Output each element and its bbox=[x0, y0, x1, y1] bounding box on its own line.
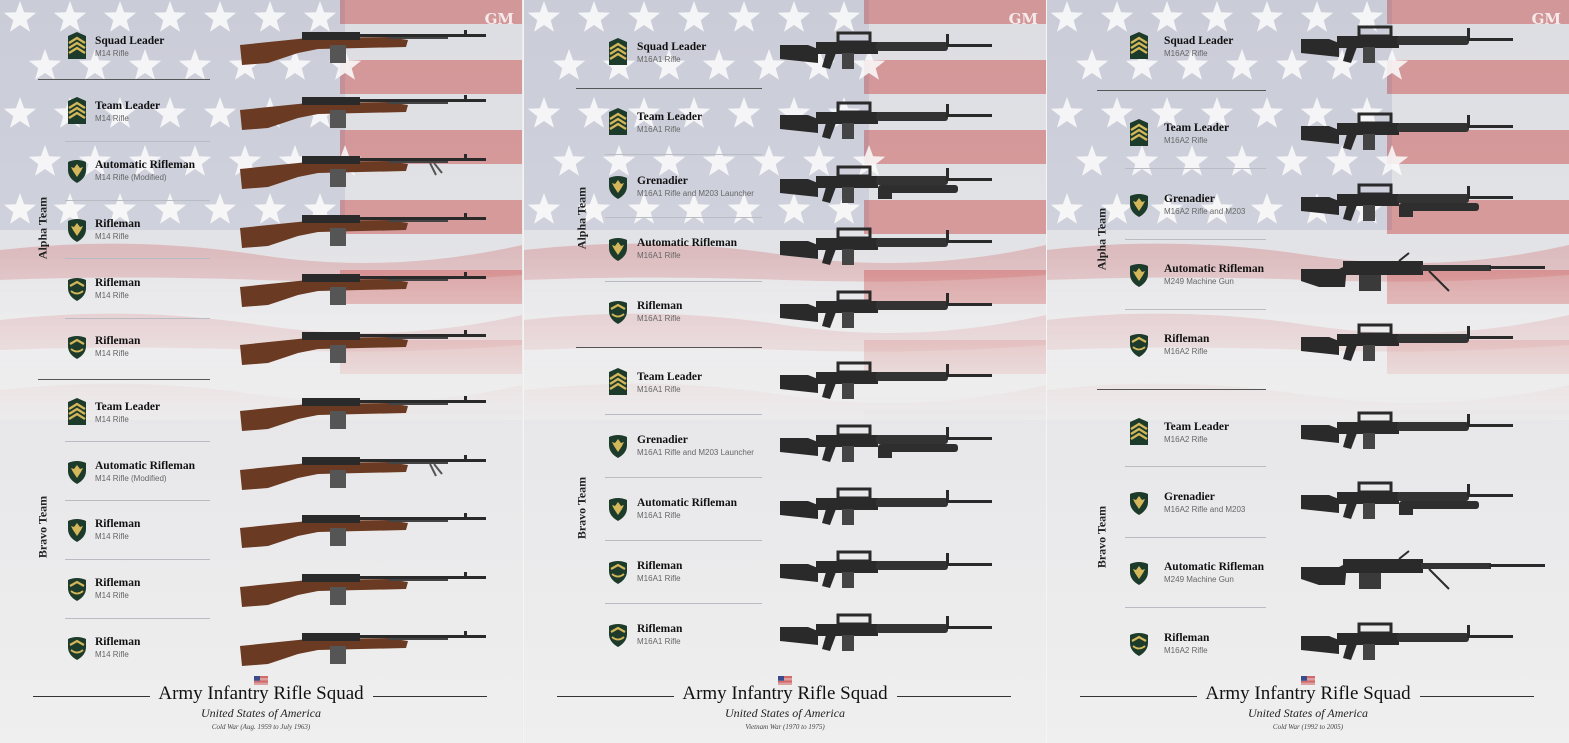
pfc-rank-icon bbox=[67, 332, 87, 360]
member-weapon: M14 Rifle bbox=[95, 415, 129, 424]
watermark-logo: GM bbox=[1008, 10, 1038, 28]
member-weapon: M14 Rifle bbox=[95, 650, 129, 659]
weapon-image-m16 bbox=[1299, 409, 1549, 455]
weapon-image-m16 bbox=[1299, 23, 1549, 69]
row-divider bbox=[1125, 537, 1266, 538]
member-role: Rifleman bbox=[95, 577, 141, 589]
member-role: Team Leader bbox=[95, 100, 161, 112]
member-role: Rifleman bbox=[1164, 632, 1210, 644]
member-weapon: M16A1 Rifle bbox=[637, 385, 681, 394]
weapon-image-m14 bbox=[238, 88, 488, 134]
row-divider bbox=[1125, 168, 1266, 169]
panel-footer bbox=[524, 668, 1046, 743]
weapon-image-m16-m203 bbox=[1299, 181, 1549, 227]
member-weapon: M16A1 Rifle bbox=[637, 637, 681, 646]
team-divider bbox=[1097, 389, 1266, 390]
row-divider bbox=[605, 281, 762, 282]
specialist-rank-icon bbox=[1129, 260, 1149, 288]
row-divider bbox=[605, 603, 762, 604]
row-divider bbox=[65, 200, 210, 201]
row-divider bbox=[1125, 466, 1266, 467]
team-label-bravo: Bravo Team bbox=[574, 476, 589, 540]
member-role: Rifleman bbox=[95, 277, 141, 289]
weapon-image-m14 bbox=[238, 323, 488, 369]
sergeant-chevron-icon bbox=[67, 97, 87, 125]
specialist-rank-icon bbox=[67, 515, 87, 543]
pfc-rank-icon bbox=[1129, 629, 1149, 657]
footer-subtitle: United States of America bbox=[1247, 706, 1369, 720]
weapon-image-m16 bbox=[778, 99, 1028, 145]
weapon-image-m16-m203 bbox=[1299, 479, 1549, 525]
sergeant-chevron-icon bbox=[608, 108, 628, 136]
row-divider bbox=[605, 540, 762, 541]
member-weapon: M16A1 Rifle bbox=[637, 55, 681, 64]
member-weapon: M16A2 Rifle bbox=[1164, 435, 1208, 444]
row-divider bbox=[65, 559, 210, 560]
team-label-alpha: Alpha Team bbox=[1094, 207, 1109, 271]
panel-footer bbox=[0, 668, 522, 743]
squad-panel-1 bbox=[0, 0, 522, 743]
member-weapon: M16A2 Rifle bbox=[1164, 136, 1208, 145]
sergeant-chevron-icon bbox=[608, 368, 628, 396]
member-role: Grenadier bbox=[637, 175, 688, 187]
member-weapon: M14 Rifle bbox=[95, 49, 129, 58]
row-divider bbox=[65, 318, 210, 319]
footer-title: Army Infantry Rifle Squad bbox=[158, 683, 364, 704]
weapon-image-m16 bbox=[1299, 110, 1549, 156]
watermark-logo: GM bbox=[1531, 10, 1561, 28]
member-weapon: M16A2 Rifle bbox=[1164, 646, 1208, 655]
member-role: Team Leader bbox=[1164, 421, 1230, 433]
squad-panel-2 bbox=[523, 0, 1046, 743]
row-divider bbox=[1125, 239, 1266, 240]
weapon-image-m14-bipod bbox=[238, 147, 488, 193]
weapon-image-m16 bbox=[778, 288, 1028, 334]
member-role: Rifleman bbox=[95, 218, 141, 230]
member-role: Rifleman bbox=[1164, 333, 1210, 345]
member-weapon: M16A1 Rifle and M203 Launcher bbox=[637, 448, 754, 457]
member-role: Squad Leader bbox=[637, 41, 707, 53]
pfc-rank-icon bbox=[67, 574, 87, 602]
sergeant-chevron-icon bbox=[1129, 32, 1149, 60]
member-role: Team Leader bbox=[637, 111, 703, 123]
member-role: Team Leader bbox=[637, 371, 703, 383]
member-role: Rifleman bbox=[95, 518, 141, 530]
member-weapon: M14 Rifle bbox=[95, 232, 129, 241]
weapon-image-m16 bbox=[778, 485, 1028, 531]
weapon-image-m14-bipod bbox=[238, 448, 488, 494]
team-label-bravo: Bravo Team bbox=[1094, 505, 1109, 569]
member-weapon: M14 Rifle (Modified) bbox=[95, 474, 167, 483]
member-weapon: M14 Rifle bbox=[95, 114, 129, 123]
us-flag-icon bbox=[254, 672, 268, 681]
sergeant-chevron-icon bbox=[608, 38, 628, 66]
member-weapon: M14 Rifle bbox=[95, 291, 129, 300]
member-role: Automatic Rifleman bbox=[637, 497, 737, 509]
squad-panel-3 bbox=[1046, 0, 1569, 743]
specialist-rank-icon bbox=[67, 215, 87, 243]
team-divider bbox=[38, 379, 210, 380]
member-weapon: M14 Rifle bbox=[95, 591, 129, 600]
sergeant-chevron-icon bbox=[67, 32, 87, 60]
team-divider bbox=[38, 79, 210, 80]
member-role: Grenadier bbox=[1164, 193, 1215, 205]
member-weapon: M16A1 Rifle bbox=[637, 125, 681, 134]
row-divider bbox=[605, 414, 762, 415]
us-flag-icon bbox=[1301, 672, 1315, 681]
team-divider bbox=[576, 347, 762, 348]
team-label-alpha: Alpha Team bbox=[35, 196, 50, 260]
member-weapon: M16A2 Rifle bbox=[1164, 49, 1208, 58]
member-weapon: M16A1 Rifle and M203 Launcher bbox=[637, 189, 754, 198]
row-divider bbox=[65, 141, 210, 142]
member-weapon: M14 Rifle bbox=[95, 532, 129, 541]
pfc-rank-icon bbox=[608, 620, 628, 648]
row-divider bbox=[65, 500, 210, 501]
member-role: Rifleman bbox=[637, 560, 683, 572]
weapon-image-m249 bbox=[1299, 549, 1549, 595]
team-divider bbox=[576, 88, 762, 89]
weapon-image-m249 bbox=[1299, 251, 1549, 297]
weapon-image-m16 bbox=[778, 611, 1028, 657]
row-divider bbox=[605, 217, 762, 218]
member-role: Team Leader bbox=[1164, 122, 1230, 134]
specialist-rank-icon bbox=[1129, 488, 1149, 516]
footer-subtitle: United States of America bbox=[200, 706, 322, 720]
footer-era: Vietnam War (1970 to 1975) bbox=[745, 723, 825, 731]
member-role: Rifleman bbox=[637, 300, 683, 312]
pfc-rank-icon bbox=[608, 557, 628, 585]
weapon-image-m14 bbox=[238, 389, 488, 435]
weapon-image-m16 bbox=[778, 359, 1028, 405]
specialist-rank-icon bbox=[1129, 190, 1149, 218]
member-role: Automatic Rifleman bbox=[95, 460, 195, 472]
specialist-rank-icon bbox=[608, 234, 628, 262]
team-divider bbox=[1097, 90, 1266, 91]
member-role: Rifleman bbox=[637, 623, 683, 635]
member-role: Team Leader bbox=[95, 401, 161, 413]
team-label-alpha: Alpha Team bbox=[574, 186, 589, 250]
pfc-rank-icon bbox=[67, 633, 87, 661]
sergeant-chevron-icon bbox=[1129, 119, 1149, 147]
weapon-image-m14 bbox=[238, 23, 488, 69]
member-role: Grenadier bbox=[1164, 491, 1215, 503]
member-weapon: M16A1 Rifle bbox=[637, 314, 681, 323]
row-divider bbox=[605, 477, 762, 478]
weapon-image-m16-m203 bbox=[778, 163, 1028, 209]
watermark-logo: GM bbox=[484, 10, 514, 28]
member-weapon: M249 Machine Gun bbox=[1164, 277, 1234, 286]
weapon-image-m14 bbox=[238, 506, 488, 552]
member-weapon: M14 Rifle (Modified) bbox=[95, 173, 167, 182]
sergeant-chevron-icon bbox=[1129, 418, 1149, 446]
row-divider bbox=[1125, 607, 1266, 608]
weapon-image-m16-m203 bbox=[778, 422, 1028, 468]
row-divider bbox=[65, 258, 210, 259]
member-weapon: M16A1 Rifle bbox=[637, 511, 681, 520]
member-weapon: M16A2 Rifle and M203 bbox=[1164, 505, 1246, 514]
pfc-rank-icon bbox=[67, 274, 87, 302]
weapon-image-m14 bbox=[238, 624, 488, 670]
specialist-rank-icon bbox=[67, 156, 87, 184]
member-role: Automatic Rifleman bbox=[1164, 561, 1264, 573]
weapon-image-m16 bbox=[1299, 620, 1549, 666]
weapon-image-m16 bbox=[778, 29, 1028, 75]
member-role: Squad Leader bbox=[1164, 35, 1234, 47]
weapon-image-m16 bbox=[778, 548, 1028, 594]
footer-title: Army Infantry Rifle Squad bbox=[1205, 683, 1411, 704]
specialist-rank-icon bbox=[608, 172, 628, 200]
member-role: Rifleman bbox=[95, 636, 141, 648]
specialist-rank-icon bbox=[608, 431, 628, 459]
specialist-rank-icon bbox=[608, 494, 628, 522]
row-divider bbox=[65, 618, 210, 619]
weapon-image-m14 bbox=[238, 265, 488, 311]
weapon-image-m14 bbox=[238, 565, 488, 611]
member-role: Grenadier bbox=[637, 434, 688, 446]
footer-era: Cold War (Aug. 1959 to July 1963) bbox=[211, 723, 311, 731]
panel-footer bbox=[1047, 668, 1569, 743]
member-role: Automatic Rifleman bbox=[1164, 263, 1264, 275]
pfc-rank-icon bbox=[1129, 330, 1149, 358]
member-weapon: M14 Rifle bbox=[95, 349, 129, 358]
row-divider bbox=[1125, 309, 1266, 310]
member-role: Rifleman bbox=[95, 335, 141, 347]
footer-era: Cold War (1992 to 2005) bbox=[1272, 723, 1344, 731]
member-weapon: M16A2 Rifle bbox=[1164, 347, 1208, 356]
row-divider bbox=[605, 154, 762, 155]
weapon-image-m16 bbox=[778, 225, 1028, 271]
weapon-image-m14 bbox=[238, 206, 488, 252]
weapon-image-m16 bbox=[1299, 321, 1549, 367]
member-weapon: M16A1 Rifle bbox=[637, 251, 681, 260]
member-weapon: M249 Machine Gun bbox=[1164, 575, 1234, 584]
member-role: Automatic Rifleman bbox=[95, 159, 195, 171]
team-label-bravo: Bravo Team bbox=[35, 495, 50, 559]
row-divider bbox=[65, 441, 210, 442]
footer-title: Army Infantry Rifle Squad bbox=[682, 683, 888, 704]
footer-subtitle: United States of America bbox=[724, 706, 846, 720]
us-flag-icon bbox=[778, 672, 792, 681]
specialist-rank-icon bbox=[67, 457, 87, 485]
pfc-rank-icon bbox=[608, 297, 628, 325]
sergeant-chevron-icon bbox=[67, 398, 87, 426]
member-role: Automatic Rifleman bbox=[637, 237, 737, 249]
member-role: Squad Leader bbox=[95, 35, 165, 47]
specialist-rank-icon bbox=[1129, 558, 1149, 586]
member-weapon: M16A1 Rifle bbox=[637, 574, 681, 583]
member-weapon: M16A2 Rifle and M203 bbox=[1164, 207, 1246, 216]
